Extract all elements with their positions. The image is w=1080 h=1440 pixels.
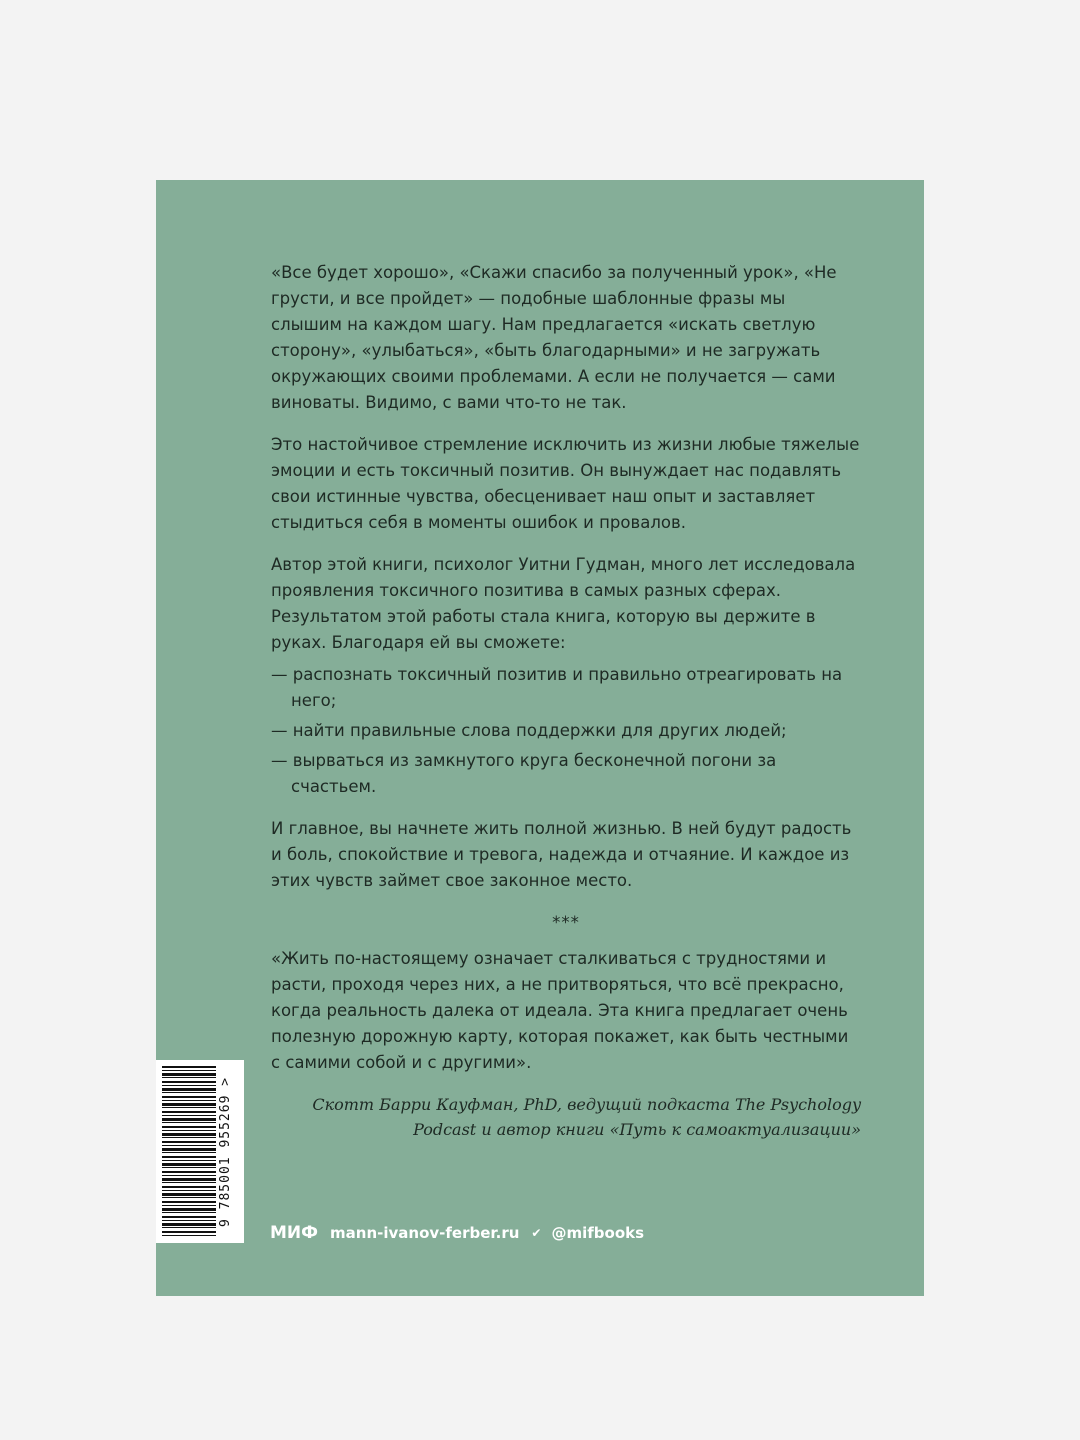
paragraph-1: «Все будет хорошо», «Скажи спасибо за полученный урок», «Не грусти, и все пройдет» — подобные шаблонные фразы мы слышим на каждом шагу. Нам предлагается «искать светлую сторону», «улыбаться», «быть благодарными» и не загружать окружающих своими проблемами. А если не получается — сами виноваты. Видимо, с вами что-то не так. bbox=[271, 263, 837, 412]
attribution-line-1: Скотт Барри Кауфман, PhD, ведущий подкаста The Psychology bbox=[312, 1095, 861, 1114]
vk-icon: ✔ bbox=[531, 1226, 542, 1240]
description-block bbox=[271, 260, 861, 1158]
barcode bbox=[156, 1060, 244, 1243]
isbn-number: 9 785001 955269 > bbox=[218, 1076, 233, 1227]
website-link[interactable]: mann-ivanov-ferber.ru bbox=[330, 1224, 520, 1242]
publisher-logo: МИФ bbox=[270, 1223, 319, 1243]
publisher-footer bbox=[270, 1223, 644, 1243]
quote-attribution bbox=[271, 1092, 861, 1142]
closing-paragraph: И главное, вы начнете жить полной жизнью. В ней будут радость и боль, спокойствие и тревога, надежда и отчаяние. И каждое из этих чувств займет свое законное место. bbox=[271, 819, 852, 890]
separator: *** bbox=[552, 913, 580, 932]
barcode-bars bbox=[162, 1066, 216, 1237]
review-quote: «Жить по-настоящему означает сталкиваться с трудностями и расти, проходя через них, а не притворяться, что всё прекрасно, когда реальность далека от идеала. Эта книга предлагает очень полезную дорожную карту, которая покажет, как быть честными с самими собой и с другими». bbox=[271, 949, 849, 1072]
social-handle[interactable]: @mifbooks bbox=[551, 1224, 645, 1242]
attribution-line-2: Podcast и автор книги «Путь к самоактуализации» bbox=[413, 1120, 861, 1139]
benefits-list bbox=[271, 662, 861, 800]
list-item: — найти правильные слова поддержки для других людей; bbox=[271, 721, 787, 740]
book-back-cover bbox=[156, 180, 924, 1296]
list-item: — вырваться из замкнутого круга бесконечной погони за счастьем. bbox=[271, 751, 777, 796]
paragraph-3: Автор этой книги, психолог Уитни Гудман, много лет исследовала проявления токсичного позитива в самых разных сферах. Результатом этой работы стала книга, которую вы держите в руках. Благодаря ей вы сможете: bbox=[271, 555, 856, 652]
paragraph-2: Это настойчивое стремление исключить из жизни любые тяжелые эмоции и есть токсичный позитив. Он вынуждает нас подавлять свои истинные чувства, обесценивает наш опыт и заставляет стыдиться себя в моменты ошибок и провалов. bbox=[271, 435, 860, 532]
list-item: — распознать токсичный позитив и правильно отреагировать на него; bbox=[271, 665, 843, 710]
